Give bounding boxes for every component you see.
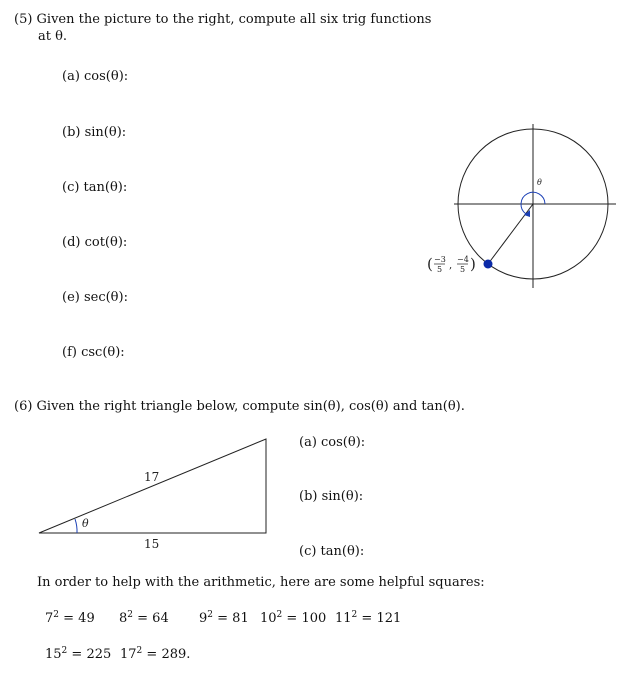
square-10: $10^2 = 100$ <box>260 610 327 626</box>
terminal-point <box>484 260 493 269</box>
problem-5-part-e: (e) sec(θ): <box>62 290 128 305</box>
svg-text:): ) <box>470 255 476 273</box>
angle-arc <box>75 519 77 533</box>
triangle <box>39 439 266 533</box>
square-7: $7^2 = 49$ <box>45 610 95 626</box>
base-label: 15 <box>144 537 160 551</box>
problem-5-part-f: (f) csc(θ): <box>62 345 125 360</box>
problem-5-statement-line1: (5) Given the picture to the right, compute all six trig functions <box>14 12 432 27</box>
square-8: $8^2 = 64$ <box>119 610 169 626</box>
right-triangle-figure <box>30 430 280 560</box>
point-x-denominator: 5 <box>437 265 443 274</box>
square-15: $15^2 = 225$ <box>45 646 112 662</box>
problem-5-part-a: (a) cos(θ): <box>62 69 129 84</box>
svg-text:(: ( <box>427 255 433 273</box>
unit-circle-figure <box>420 118 620 298</box>
problem-5-statement-line2: at θ. <box>38 29 68 44</box>
svg-text:,: , <box>449 260 453 271</box>
problem-6-part-c: (c) tan(θ): <box>299 544 365 559</box>
point-y-denominator: 5 <box>460 265 466 274</box>
theta-label: θ <box>537 178 542 187</box>
square-17: $17^2 = 289$. <box>120 646 191 662</box>
square-9: $9^2 = 81$ <box>199 610 249 626</box>
angle-label: θ <box>82 517 89 530</box>
point-x-numerator: −3 <box>434 255 446 264</box>
point-y-numerator: −4 <box>457 255 469 264</box>
problem-6-statement: (6) Given the right triangle below, compute sin(θ), cos(θ) and tan(θ). <box>14 399 465 414</box>
helper-text: In order to help with the arithmetic, here are some helpful squares: <box>37 575 485 590</box>
problem-5-part-c: (c) tan(θ): <box>62 180 128 195</box>
problem-6-part-b: (b) sin(θ): <box>299 489 364 504</box>
problem-5-part-b: (b) sin(θ): <box>62 125 127 140</box>
problem-6-part-a: (a) cos(θ): <box>299 435 366 450</box>
hypotenuse-label: 17 <box>144 470 160 484</box>
square-11: $11^2 = 121$ <box>335 610 402 626</box>
problem-5-part-d: (d) cot(θ): <box>62 235 128 250</box>
terminal-ray <box>488 204 533 264</box>
